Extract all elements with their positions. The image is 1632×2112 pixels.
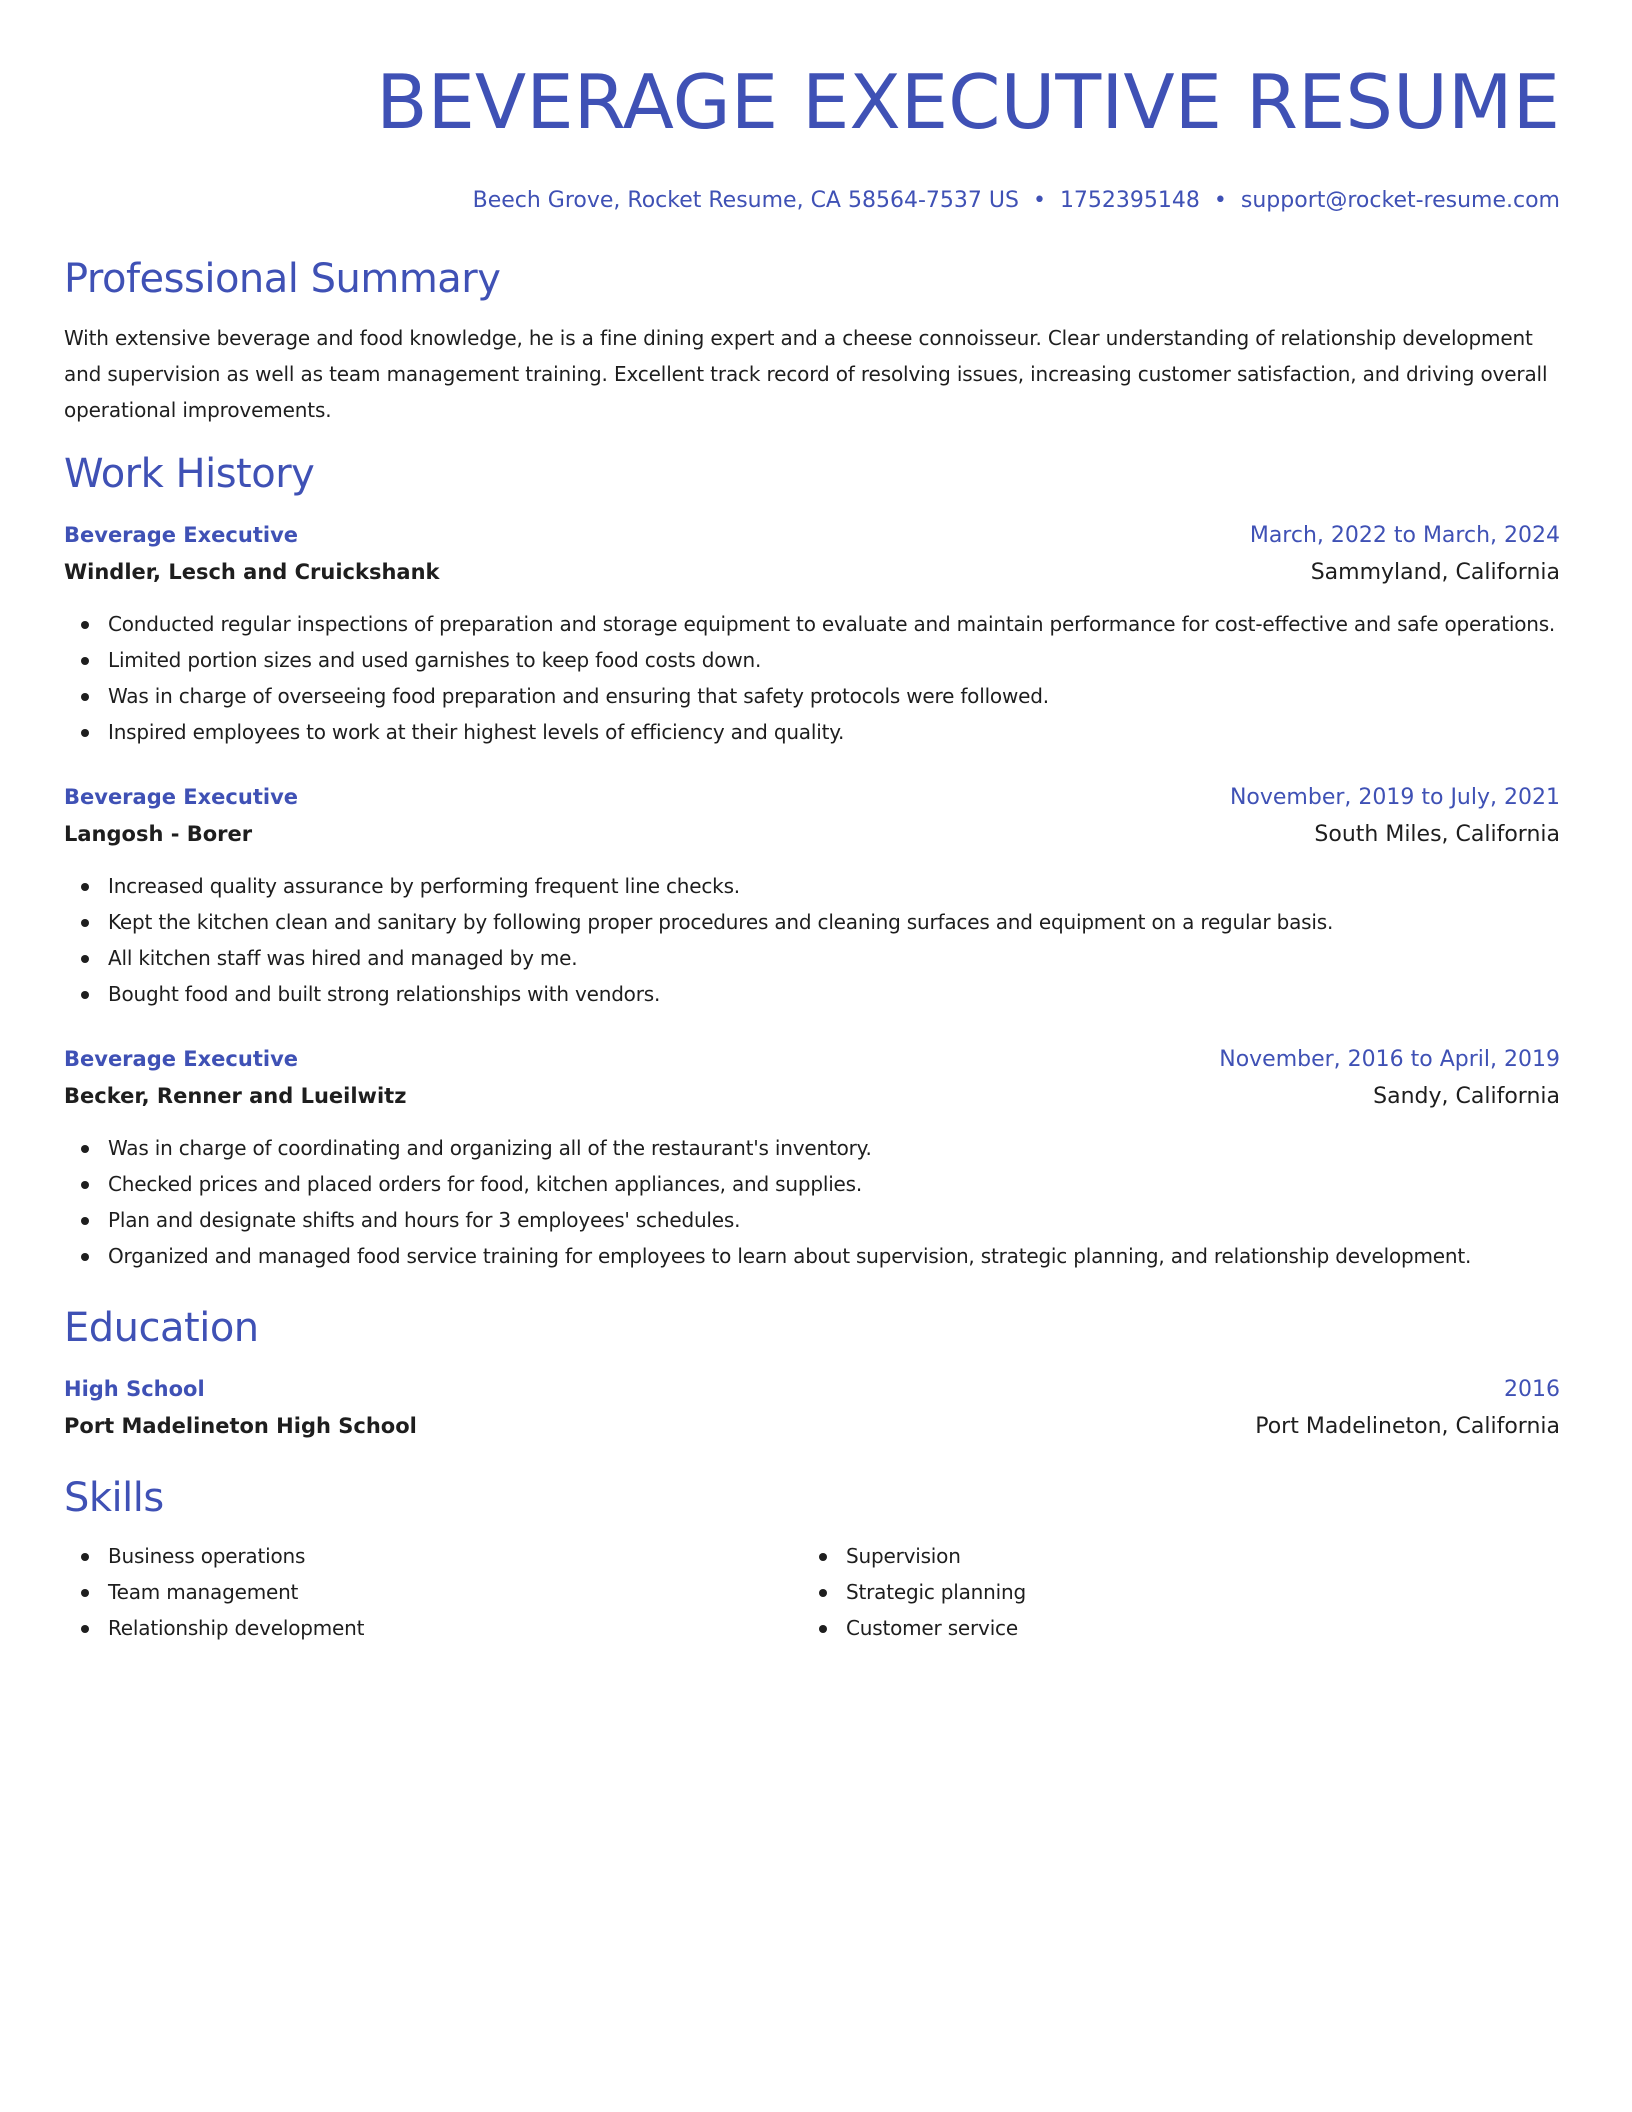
- job-bullets: [64, 868, 1560, 1012]
- resume-page: [64, 0, 1560, 1646]
- skill-item: Relationship development: [108, 1610, 802, 1646]
- skill-item: Supervision: [846, 1538, 1502, 1574]
- section-heading-summary: Professional Summary: [64, 256, 501, 302]
- contact-separator: •: [1032, 188, 1046, 213]
- job-company: Windler, Lesch and Cruickshank: [64, 560, 440, 584]
- job-dates: November, 2016 to April, 2019: [1219, 1047, 1560, 1072]
- job-title: Beverage Executive: [64, 523, 298, 547]
- skills-bullets: [802, 1538, 1502, 1646]
- job-entry: [64, 780, 1560, 1012]
- job-title: Beverage Executive: [64, 785, 298, 809]
- contact-line: [64, 185, 1560, 217]
- education-degree: High School: [64, 1377, 205, 1401]
- education-school: Port Madelineton High School: [64, 1414, 417, 1438]
- section-heading-work-history: Work History: [64, 451, 315, 497]
- section-heading-education: Education: [64, 1305, 259, 1351]
- skills-column: [64, 1538, 802, 1646]
- job-bullets: [64, 606, 1560, 750]
- skill-item: Business operations: [108, 1538, 802, 1574]
- list-item: Kept the kitchen clean and sanitary by following proper procedures and cleaning surfaces and equipment on a regular basis.: [108, 904, 1560, 940]
- list-item: Increased quality assurance by performing frequent line checks.: [108, 868, 1560, 904]
- job-location: Sandy, California: [1373, 1084, 1560, 1109]
- education-location: Port Madelineton, California: [1255, 1414, 1560, 1439]
- list-item: Bought food and built strong relationships with vendors.: [108, 976, 1560, 1012]
- list-item: Organized and managed food service training for employees to learn about supervision, strategic planning, and relationship development.: [108, 1238, 1560, 1274]
- list-item: Plan and designate shifts and hours for 3 employees' schedules.: [108, 1202, 1560, 1238]
- skills-column: [802, 1538, 1502, 1646]
- section-heading-skills: Skills: [64, 1475, 164, 1521]
- summary-text: With extensive beverage and food knowledge, he is a fine dining expert and a cheese connoisseur. Clear understanding of relationship development and supervision as well as team management training. Excellent track record of resolving issues, increasing customer satisfaction, and driving overall operational improvements.: [64, 326, 1548, 422]
- job-company: Becker, Renner and Lueilwitz: [64, 1084, 407, 1108]
- contact-address: Beech Grove, Rocket Resume, CA 58564-7537 US: [472, 188, 1019, 213]
- skills-bullets: [64, 1538, 802, 1646]
- job-company: Langosh - Borer: [64, 822, 253, 846]
- list-item: Conducted regular inspections of preparation and storage equipment to evaluate and maintain performance for cost-effective and safe operations.: [108, 606, 1560, 642]
- list-item: Inspired employees to work at their highest levels of efficiency and quality.: [108, 714, 1560, 750]
- education-entry: [64, 1372, 1560, 1446]
- contact-email: support@rocket-resume.com: [1240, 188, 1560, 213]
- job-entry: [64, 518, 1560, 750]
- resume-title: BEVERAGE EXECUTIVE RESUME: [376, 58, 1560, 146]
- skills-list: [64, 1538, 1560, 1646]
- list-item: All kitchen staff was hired and managed by me.: [108, 940, 1560, 976]
- contact-phone: 1752395148: [1059, 188, 1200, 213]
- job-dates: March, 2022 to March, 2024: [1249, 523, 1560, 548]
- education-year: 2016: [1504, 1377, 1560, 1402]
- job-entry: [64, 1042, 1560, 1274]
- list-item: Checked prices and placed orders for food, kitchen appliances, and supplies.: [108, 1166, 1560, 1202]
- job-bullets: [64, 1130, 1560, 1274]
- list-item: Limited portion sizes and used garnishes to keep food costs down.: [108, 642, 1560, 678]
- contact-separator: •: [1213, 188, 1227, 213]
- skill-item: Strategic planning: [846, 1574, 1502, 1610]
- skill-item: Team management: [108, 1574, 802, 1610]
- list-item: Was in charge of overseeing food preparation and ensuring that safety protocols were followed.: [108, 678, 1560, 714]
- skill-item: Customer service: [846, 1610, 1502, 1646]
- job-title: Beverage Executive: [64, 1047, 298, 1071]
- job-dates: November, 2019 to July, 2021: [1229, 785, 1560, 810]
- list-item: Was in charge of coordinating and organizing all of the restaurant's inventory.: [108, 1130, 1560, 1166]
- job-location: Sammyland, California: [1310, 560, 1560, 585]
- job-location: South Miles, California: [1314, 822, 1560, 847]
